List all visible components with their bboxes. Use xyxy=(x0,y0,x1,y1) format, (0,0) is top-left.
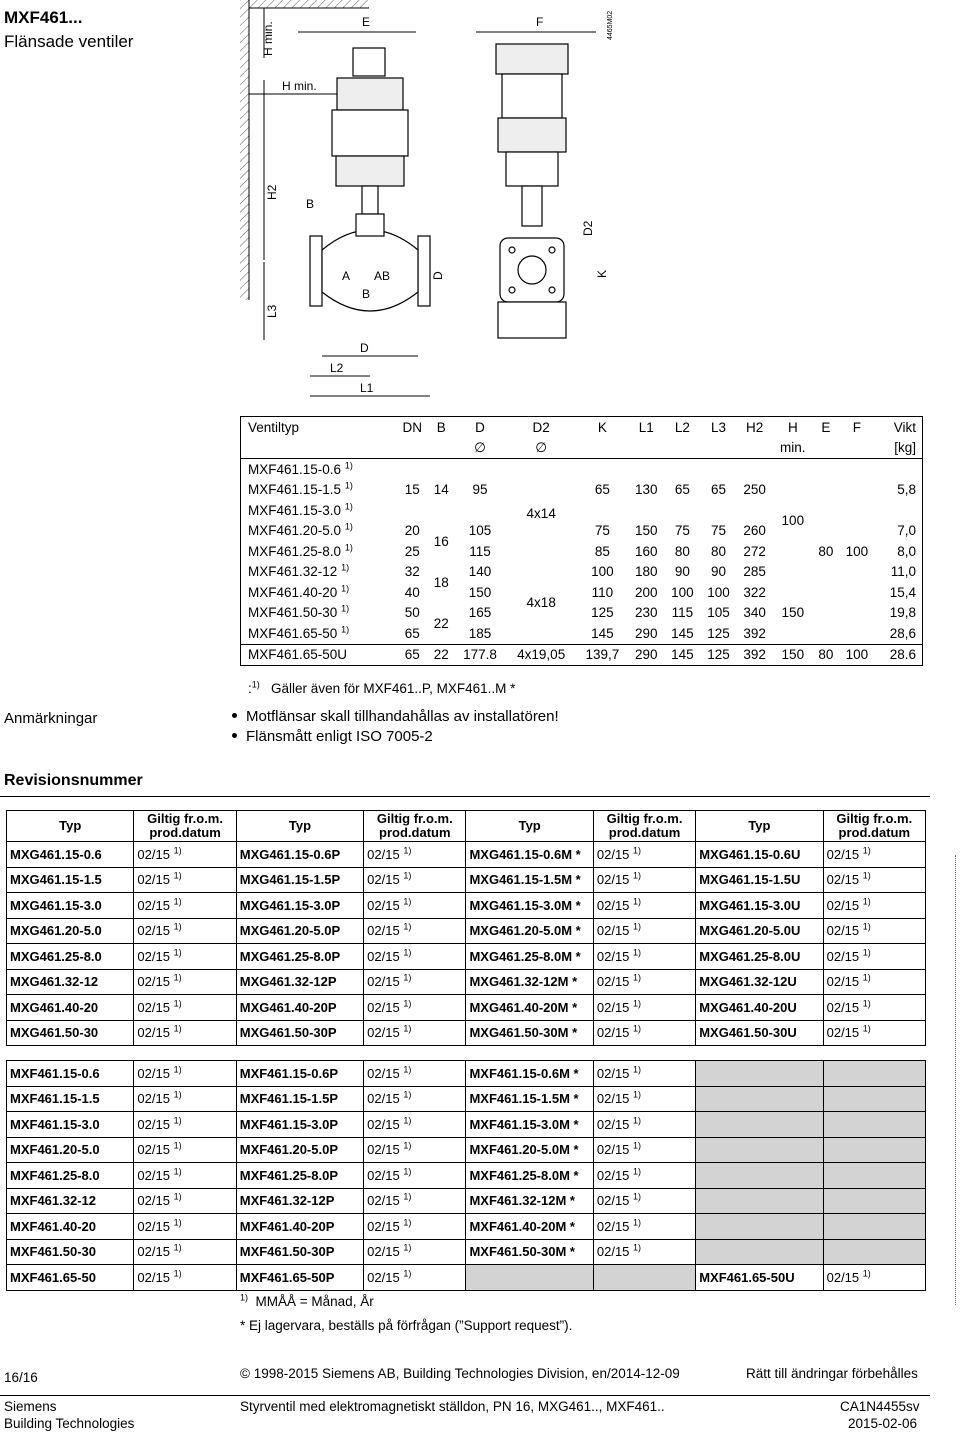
type-cell: MXF461.15-0.6M * xyxy=(466,1061,593,1087)
type-cell: MXF461.32-12P xyxy=(236,1188,363,1214)
type-cell: MXF461.40-20 xyxy=(7,1214,134,1240)
type-cell: MXG461.25-8.0M * xyxy=(466,944,593,970)
table-row xyxy=(7,995,926,1021)
divider xyxy=(955,855,956,1305)
date-cell: 02/15 $^{1)}$ xyxy=(364,1112,466,1138)
type-cell: MXG461.15-1.5M * xyxy=(466,867,593,893)
date-cell: 02/15 $^{1)}$ xyxy=(364,1265,466,1291)
type-cell: MXF461.32-12 xyxy=(7,1188,134,1214)
date-cell: 02/15 $^{1)}$ xyxy=(134,995,236,1021)
copyright: © 1998-2015 Siemens AB, Building Technologies Division, en/2014-12-09 xyxy=(240,1366,680,1381)
company-division: Building Technologies xyxy=(4,1416,135,1431)
type-cell: MXF461.40-20M * xyxy=(466,1214,593,1240)
list-item: Flänsmått enligt ISO 7005-2 xyxy=(232,727,559,747)
type-cell: MXF461.50-30 xyxy=(7,1239,134,1265)
type-cell: MXF461.65-50U xyxy=(696,1265,823,1291)
date-cell xyxy=(823,1112,925,1138)
type-cell: MXG461.15-3.0P xyxy=(236,893,363,919)
date-cell: 02/15 $^{1)}$ xyxy=(364,1061,466,1087)
date-cell: 02/15 $^{1)}$ xyxy=(134,918,236,944)
type-cell: MXF461.32-12M * xyxy=(466,1188,593,1214)
date-cell: 02/15 $^{1)}$ xyxy=(134,1188,236,1214)
col-b: B xyxy=(428,417,454,438)
date-cell: 02/15 $^{1)}$ xyxy=(364,969,466,995)
h-100: 100 xyxy=(781,513,805,528)
table-row: MXF461.50-30 $^{1)}$ 50 22 165 125 230 115 105 340 150 19,8 xyxy=(241,603,923,624)
type-cell xyxy=(696,1239,823,1265)
date-cell: 02/15 $^{1)}$ xyxy=(364,1239,466,1265)
dim-l3: L3 xyxy=(265,304,279,318)
col-d2: D2 xyxy=(506,417,577,438)
table-row xyxy=(7,842,926,868)
type-cell: MXG461.25-8.0 xyxy=(7,944,134,970)
date-cell: 02/15 $^{1)}$ xyxy=(134,1061,236,1087)
type-cell: MXG461.15-3.0M * xyxy=(466,893,593,919)
date-cell: 02/15 $^{1)}$ xyxy=(134,1239,236,1265)
dim-k: K xyxy=(595,269,609,278)
wall-hatch-top xyxy=(249,0,369,8)
date-cell: 02/15 $^{1)}$ xyxy=(593,969,695,995)
col-typ: Typ xyxy=(236,811,363,842)
type-cell: MXF461.15-3.0 xyxy=(7,1112,134,1138)
date-cell xyxy=(823,1239,925,1265)
date-cell: 02/15 $^{1)}$ xyxy=(823,1020,925,1046)
col-typ: Typ xyxy=(696,811,823,842)
date-cell: 02/15 $^{1)}$ xyxy=(364,1214,466,1240)
valve-dimension-drawing xyxy=(240,0,620,408)
date-cell: 02/15 $^{1)}$ xyxy=(593,944,695,970)
date-cell: 02/15 $^{1)}$ xyxy=(593,842,695,868)
document-title: Styrventil med elektromagnetiskt ställdon, PN 16, MXG461.., MXF461.. xyxy=(240,1399,665,1414)
type-cell xyxy=(696,1137,823,1163)
date-cell xyxy=(823,1137,925,1163)
col-f: F xyxy=(839,417,875,438)
sub-h: min. xyxy=(773,438,813,459)
revision-label: Revisionsnummer xyxy=(4,772,143,789)
col-dn: DN xyxy=(396,417,428,438)
type-cell: MXF461.15-0.6P xyxy=(236,1061,363,1087)
type-cell xyxy=(696,1214,823,1240)
sub-d2: ∅ xyxy=(506,438,577,459)
valve-flange-side xyxy=(498,238,566,338)
type-cell: MXF461.50-30P xyxy=(236,1239,363,1265)
port-ab-label: AB xyxy=(374,269,391,283)
rights-text: Rätt till ändringar förbehålles xyxy=(746,1366,918,1381)
type-cell: MXG461.15-0.6P xyxy=(236,842,363,868)
f-100: 100 xyxy=(845,543,869,559)
port-a-label: A xyxy=(342,269,351,283)
table-row: MXF461.20-5.0 $^{1)}$ 20 16 105 75 150 75 75 260 7,0 xyxy=(241,521,923,542)
dimension-table xyxy=(240,416,923,666)
date-cell: 02/15 $^{1)}$ xyxy=(364,995,466,1021)
date-cell: 02/15 $^{1)}$ xyxy=(134,1020,236,1046)
type-cell: MXF461.15-3.0M * xyxy=(466,1112,593,1138)
date-cell: 02/15 $^{1)}$ xyxy=(134,1112,236,1138)
col-e: E xyxy=(813,417,839,438)
col-l2: L2 xyxy=(664,417,700,438)
table-row xyxy=(7,1086,926,1112)
date-cell: 02/15 $^{1)}$ xyxy=(134,1137,236,1163)
type-cell: MXG461.50-30P xyxy=(236,1020,363,1046)
note-2: * Ej lagervara, beställs på förfrågan (”Support request”). xyxy=(240,1318,573,1333)
copyright-icon: © xyxy=(240,1366,250,1381)
dim-hmin-horizontal: H min. xyxy=(282,79,317,93)
date-cell: 02/15 $^{1)}$ xyxy=(823,969,925,995)
date-cell: 02/15 $^{1)}$ xyxy=(134,1214,236,1240)
col-k: K xyxy=(577,417,629,438)
type-cell: MXG461.15-3.0 xyxy=(7,893,134,919)
date-cell xyxy=(823,1214,925,1240)
date-cell xyxy=(823,1086,925,1112)
table-row xyxy=(7,1214,926,1240)
type-cell: MXF461.50-30M * xyxy=(466,1239,593,1265)
type-cell: MXG461.50-30M * xyxy=(466,1020,593,1046)
type-cell: MXG461.15-1.5U xyxy=(696,867,823,893)
notes xyxy=(240,1290,572,1338)
table-row xyxy=(7,867,926,893)
type-cell: MXF461.20-5.0M * xyxy=(466,1137,593,1163)
date-cell: 02/15 $^{1)}$ xyxy=(134,893,236,919)
d2-4x14: 4x14 xyxy=(526,505,556,521)
sub-vikt: [kg] xyxy=(875,438,923,459)
date-cell: 02/15 $^{1)}$ xyxy=(823,995,925,1021)
company-name: Siemens xyxy=(4,1399,57,1414)
date-cell: 02/15 $^{1)}$ xyxy=(134,944,236,970)
type-cell: MXG461.40-20M * xyxy=(466,995,593,1021)
type-cell: MXF461.20-5.0 xyxy=(7,1137,134,1163)
type-cell: MXG461.32-12P xyxy=(236,969,363,995)
type-cell: MXF461.25-8.0P xyxy=(236,1163,363,1189)
revision-table xyxy=(6,810,926,1291)
date-cell: 02/15 $^{1)}$ xyxy=(364,944,466,970)
type-cell: MXG461.40-20 xyxy=(7,995,134,1021)
b-18: 18 xyxy=(433,574,449,590)
col-ventiltyp: Ventiltyp xyxy=(241,417,397,438)
type-cell: MXG461.15-0.6M * xyxy=(466,842,593,868)
type-cell: MXF461.25-8.0 xyxy=(7,1163,134,1189)
dim-l1: L1 xyxy=(360,381,374,395)
table-row xyxy=(7,1061,926,1087)
col-h: H xyxy=(773,417,813,438)
table-row xyxy=(7,1188,926,1214)
e-80: 80 xyxy=(818,543,834,559)
type-cell xyxy=(696,1163,823,1189)
col-h2: H2 xyxy=(737,417,773,438)
date-cell: 02/15 $^{1)}$ xyxy=(593,1020,695,1046)
date-cell: 02/15 $^{1)}$ xyxy=(364,918,466,944)
type-cell: MXF461.15-1.5P xyxy=(236,1086,363,1112)
col-date: Giltig fr.o.m. prod.datum xyxy=(134,811,236,842)
col-d: D xyxy=(454,417,506,438)
date-cell xyxy=(823,1061,925,1087)
table-row xyxy=(7,1137,926,1163)
type-cell: MXG461.20-5.0M * xyxy=(466,918,593,944)
sub-d: ∅ xyxy=(454,438,506,459)
type-cell: MXG461.20-5.0 xyxy=(7,918,134,944)
dim-hmin-vertical: H min. xyxy=(261,21,275,56)
type-cell: MXG461.15-0.6U xyxy=(696,842,823,868)
table-row: MXF461.65-50 $^{1)}$ 65 185 145 290 145 125 392 28,6 xyxy=(241,623,923,644)
date-cell: 02/15 $^{1)}$ xyxy=(134,969,236,995)
h-150: 150 xyxy=(781,605,805,621)
table-row: MXF461.15-0.6 $^{1)}$ xyxy=(241,459,923,480)
table-row xyxy=(7,1163,926,1189)
dim-d2: D2 xyxy=(581,220,595,236)
date-cell: 02/15 $^{1)}$ xyxy=(593,1214,695,1240)
date-cell xyxy=(593,1265,695,1291)
type-cell: MXF461.15-1.5M * xyxy=(466,1086,593,1112)
page-subtitle: Flänsade ventiler xyxy=(4,32,134,51)
date-cell: 02/15 $^{1)}$ xyxy=(134,842,236,868)
date-cell: 02/15 $^{1)}$ xyxy=(593,1163,695,1189)
date-cell: 02/15 $^{1)}$ xyxy=(593,1188,695,1214)
type-cell xyxy=(466,1265,593,1291)
table-row xyxy=(7,944,926,970)
col-typ: Typ xyxy=(7,811,134,842)
table-row xyxy=(7,918,926,944)
date-cell: 02/15 $^{1)}$ xyxy=(823,918,925,944)
type-cell: MXG461.25-8.0U xyxy=(696,944,823,970)
date-cell: 02/15 $^{1)}$ xyxy=(593,893,695,919)
type-cell: MXF461.15-1.5 xyxy=(7,1086,134,1112)
table-row: MXF461.40-20 $^{1)}$ 40 150 4x18 110 200 100 100 322 15,4 xyxy=(241,582,923,603)
type-cell: MXG461.15-1.5P xyxy=(236,867,363,893)
date-cell: 02/15 $^{1)}$ xyxy=(593,1061,695,1087)
date-cell: 02/15 $^{1)}$ xyxy=(823,867,925,893)
date-cell: 02/15 $^{1)}$ xyxy=(823,893,925,919)
table-row xyxy=(7,1020,926,1046)
type-cell: MXG461.40-20U xyxy=(696,995,823,1021)
col-date: Giltig fr.o.m. prod.datum xyxy=(364,811,466,842)
col-l1: L1 xyxy=(628,417,664,438)
type-cell xyxy=(696,1061,823,1087)
document-code: CA1N4455sv xyxy=(840,1399,920,1414)
type-cell: MXG461.50-30U xyxy=(696,1020,823,1046)
divider xyxy=(0,1395,930,1396)
date-cell: 02/15 $^{1)}$ xyxy=(364,893,466,919)
wall-hatch-left xyxy=(240,0,249,300)
date-cell: 02/15 $^{1)}$ xyxy=(364,867,466,893)
type-cell: MXF461.20-5.0P xyxy=(236,1137,363,1163)
table-row xyxy=(7,969,926,995)
col-date: Giltig fr.o.m. prod.datum xyxy=(823,811,925,842)
col-date: Giltig fr.o.m. prod.datum xyxy=(593,811,695,842)
date-cell: 02/15 $^{1)}$ xyxy=(593,1112,695,1138)
dim-l2: L2 xyxy=(330,361,344,375)
date-cell: 02/15 $^{1)}$ xyxy=(134,1265,236,1291)
document-date: 2015-02-06 xyxy=(848,1416,918,1431)
actuator-side xyxy=(496,44,568,226)
type-cell: MXG461.32-12M * xyxy=(466,969,593,995)
dim-b-top: B xyxy=(306,197,315,211)
type-cell: MXG461.32-12U xyxy=(696,969,823,995)
type-cell: MXF461.40-20P xyxy=(236,1214,363,1240)
date-cell: 02/15 $^{1)}$ xyxy=(593,918,695,944)
date-cell xyxy=(823,1163,925,1189)
type-cell: MXG461.25-8.0P xyxy=(236,944,363,970)
dim-d-bottom: D xyxy=(360,341,369,355)
date-cell: 02/15 $^{1)}$ xyxy=(593,1137,695,1163)
type-cell: MXG461.40-20P xyxy=(236,995,363,1021)
type-cell: MXG461.32-12 xyxy=(7,969,134,995)
table-row xyxy=(7,893,926,919)
type-cell: MXF461.15-3.0P xyxy=(236,1112,363,1138)
date-cell: 02/15 $^{1)}$ xyxy=(134,1086,236,1112)
table-row xyxy=(7,1112,926,1138)
col-vikt: Vikt xyxy=(875,417,923,438)
date-cell: 02/15 $^{1)}$ xyxy=(364,1163,466,1189)
table-row: MXF461.15-3.0 $^{1)}$ 100 xyxy=(241,500,923,521)
dim-h2: H2 xyxy=(265,184,279,200)
type-cell: MXF461.65-50P xyxy=(236,1265,363,1291)
d2-4x18: 4x18 xyxy=(526,595,556,610)
date-cell: 02/15 $^{1)}$ xyxy=(364,1188,466,1214)
type-cell xyxy=(696,1188,823,1214)
port-b-label: B xyxy=(362,287,371,301)
table-row xyxy=(7,1265,926,1291)
dim-f: F xyxy=(536,15,544,29)
date-cell: 02/15 $^{1)}$ xyxy=(593,1239,695,1265)
date-cell: 02/15 $^{1)}$ xyxy=(134,1163,236,1189)
table-row: MXF461.32-12 $^{1)}$ 32 18 140 100 180 90 90 285 11,0 xyxy=(241,562,923,583)
table-footnote: :$^{1)}$ Gäller även för MXF461..P, MXF461..M * xyxy=(248,679,516,696)
date-cell xyxy=(823,1188,925,1214)
dim-e: E xyxy=(362,15,371,29)
b-16: 16 xyxy=(433,533,449,549)
type-cell: MXG461.20-5.0P xyxy=(236,918,363,944)
list-item: Motflänsar skall tillhandahållas av installatören! xyxy=(232,707,559,727)
actuator-front xyxy=(332,48,408,214)
table-row: MXF461.65-50U 65 22 177.8 4x19,05 139,7 290 145 125 392 150 80 100 28.6 xyxy=(241,644,923,666)
type-cell: MXF461.25-8.0M * xyxy=(466,1163,593,1189)
date-cell: 02/15 $^{1)}$ xyxy=(364,1086,466,1112)
type-cell: MXG461.15-1.5 xyxy=(7,867,134,893)
type-cell: MXF461.65-50 xyxy=(7,1265,134,1291)
date-cell: 02/15 $^{1)}$ xyxy=(134,867,236,893)
table-row: MXF461.15-1.5 $^{1)}$ 15 14 95 4x14 65 130 65 65 250 5,8 xyxy=(241,480,923,501)
date-cell: 02/15 $^{1)}$ xyxy=(364,842,466,868)
type-cell xyxy=(696,1086,823,1112)
type-cell: MXG461.50-30 xyxy=(7,1020,134,1046)
table-row xyxy=(7,1239,926,1265)
col-l3: L3 xyxy=(700,417,736,438)
type-cell: MXG461.15-0.6 xyxy=(7,842,134,868)
remarks-label: Anmärkningar xyxy=(4,710,98,727)
date-cell: 02/15 $^{1)}$ xyxy=(593,1086,695,1112)
date-cell: 02/15 $^{1)}$ xyxy=(593,995,695,1021)
date-cell: 02/15 $^{1)}$ xyxy=(823,1265,925,1291)
date-cell: 02/15 $^{1)}$ xyxy=(364,1137,466,1163)
col-typ: Typ xyxy=(466,811,593,842)
b-22: 22 xyxy=(433,615,449,631)
type-cell: MXF461.15-0.6 xyxy=(7,1061,134,1087)
date-cell: 02/15 $^{1)}$ xyxy=(593,867,695,893)
page-number: 16/16 xyxy=(4,1370,38,1385)
date-cell: 02/15 $^{1)}$ xyxy=(823,944,925,970)
divider xyxy=(0,796,930,797)
type-cell: MXG461.15-3.0U xyxy=(696,893,823,919)
type-cell: MXG461.20-5.0U xyxy=(696,918,823,944)
note-1: $^{1)}$ MMÅÅ = Månad, År xyxy=(240,1292,374,1309)
remarks-list xyxy=(232,707,559,747)
type-cell xyxy=(696,1112,823,1138)
date-cell: 02/15 $^{1)}$ xyxy=(823,842,925,868)
page-title: MXF461... xyxy=(4,8,83,27)
dim-d-side: D xyxy=(431,271,445,280)
drawing-code: 4465M02 xyxy=(607,10,614,40)
table-row: MXF461.25-8.0 $^{1)}$ 25 115 85 160 80 80 272 80 100 8,0 xyxy=(241,541,923,562)
date-cell: 02/15 $^{1)}$ xyxy=(364,1020,466,1046)
